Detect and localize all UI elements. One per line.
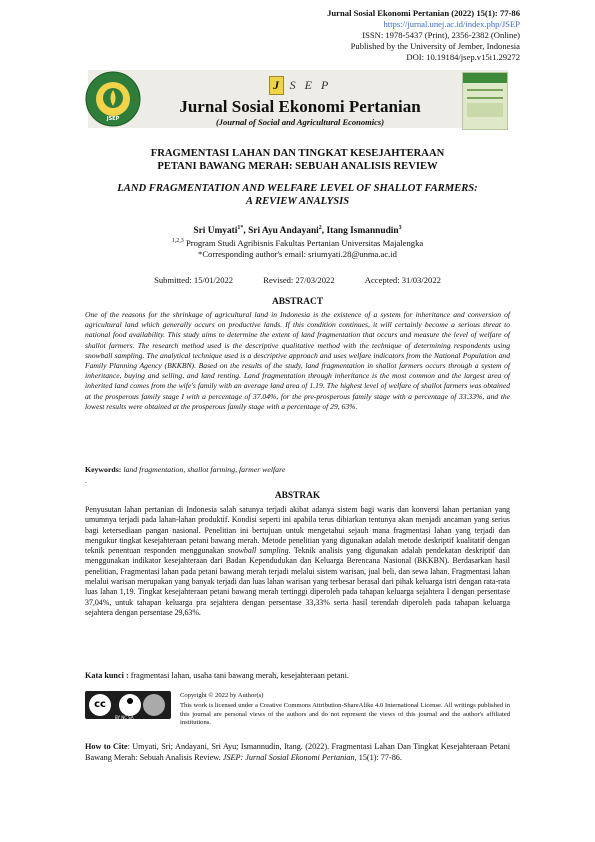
cite-volume: , 15(1): 77-86.: [354, 752, 402, 762]
journal-abbr: S E P: [289, 78, 332, 93]
date-accepted: Accepted: 31/03/2022: [364, 275, 441, 285]
journal-subtitle: (Journal of Social and Agricultural Economics): [215, 117, 385, 127]
author-2-sup: 2: [318, 225, 322, 231]
journal-citation: Jurnal Sosial Ekonomi Pertanian (2022) 15(1): 77-86: [327, 8, 520, 18]
journal-doi: DOI: 10.19184/jsep.v15i1.29272: [406, 52, 520, 62]
author-2: Sri Ayu Andayani: [248, 226, 319, 237]
date-submitted: Submitted: 15/01/2022: [154, 275, 234, 285]
abstrak-italic: snowball sampling: [227, 546, 289, 556]
copyright-line: Copyright © 2022 by Author(s): [180, 692, 264, 699]
abstract-en: One of the reasons for the shrinkage of agricultural land in Indonesia is the existence of a system for inheritance and conversion of agricultural land which generally occurs on productive lands. If this condition continues, it will certainly become a serious threat to national food availability. This study aims to determine the extent of land fragmentation that occurs and measure the level of welfare of shallot farmers. The research method used is the descriptive qualitative method with the technique of determining respondents using snowball sampling. The analytical technique used is a descriptive approach and uses welfare indicators from the National Population and Family Planning Agency (BKKBN). Based on the results of the study, land fragmentation in shallot farmers occurs through a system of inheritance, buying and selling, and land renting. Land fragmentation through inheritance is the most common and the largest area of inherited land comes from the wife's family with an average land area of 1.19. The highest level of welfare of shallot farmers was obtained at the prosperous family stage I with a percentage of 37.04%, for the pre-prosperous family stage with a percentage of 33.33%, and the lowest results were obtained at the prosperous family stage with a percentage of 29, 63%.: [85, 310, 510, 411]
title-en-line2: A REVIEW ANALYSIS: [245, 196, 350, 207]
author-3: Itang Ismannudin: [326, 226, 399, 237]
cite-text: : Umyati, Sri; Andayani, Sri Ayu; Ismannudin, Itang. (2022). Fragmentasi Lahan Dan Tingkat Kesejahteraan Petani Bawang Merah: Sebuah Analisis Review.: [85, 742, 510, 762]
abstrak-part2: . Teknik analisis yang digunakan adalah pendekatan deskriptif dan menggunakan indikator kesejahteraan dari Badan Kependudukan dan Keluarga Berencana Nasional (BKKBN). Berdasarkan hasil penelitian, Fragmentasi lahan pada petani bawang merah terjadi melalui sistem warisan, jual beli, dan sewa lahan. Fragmentasi lahan melalui warisan merupakan yang banyak terjadi dan luas lahan warisan yang terbesar berasal dari pihak keluarga istri dengan rata-rata luas lahan 1,19. Tingkat kesejahteraan petani bawang merah tertinggi diperoleh pada tahapan keluarga sejahtera I dengan persentase 37,04%, untuk tahapan keluarga pra sejahtera dengan persentase 33,33% serta hasil terendah diperoleh pada tahapan keluarga sejahtera dengan persentase 29,63%.: [85, 546, 510, 617]
journal-publisher: Published by the University of Jember, Indonesia: [350, 41, 520, 51]
license-text: This work is licensed under a Creative Commons Attribution-ShareAlike 4.0 International License. All writings published in this journal are personal views of the authors and do not represent the views of this journal and the author's affiliated institutions.: [180, 702, 510, 727]
nc-icon: [143, 694, 165, 716]
abstrak-id: [85, 505, 510, 618]
corresponding-email: *Corresponding author's email: sriumyati.28@unma.ac.id: [198, 248, 397, 259]
cite-label: How to Cite: [85, 742, 128, 751]
authors-line: Sri Umyati$^{1*}$, Sri Ayu Andayani$^2$, Itang Ismannudin$^3$: [193, 225, 402, 237]
cc-license-badge[interactable]: [85, 691, 171, 719]
keywords-label: Keywords:: [85, 465, 122, 474]
journal-j-icon: J: [269, 76, 284, 95]
how-to-cite: [85, 742, 510, 763]
journal-url-link[interactable]: https://jurnal.unej.ac.id/index.php/JSEP: [383, 19, 520, 29]
author-1-sup: 1*: [237, 225, 244, 231]
author-1: Sri Umyati: [193, 226, 238, 237]
jsep-logo: [84, 70, 142, 128]
title-id-text: FRAGMENTASI LAHAN DAN TINGKAT KESEJAHTERAAN PETANI BAWANG MERAH: SEBUAH ANALISIS REVIEW: [150, 148, 445, 172]
abstract-heading: ABSTRACT: [271, 297, 324, 307]
cc-icon: cc: [89, 694, 111, 716]
keywords-text: land fragmentation, shallot farming, farmer welfare: [123, 465, 286, 474]
article-title-id: [60, 147, 535, 173]
keywords-en: [85, 465, 510, 474]
stray-dot: .: [85, 476, 87, 485]
kata-kunci-label: Kata kunci :: [85, 671, 129, 680]
journal-issn: ISSN: 1978-5437 (Print), 2356-2382 (Online): [362, 30, 520, 40]
journal-cover-thumbnail: [462, 72, 508, 130]
kata-kunci-text: fragmentasi lahan, usaha tani bawang merah, kesejahteraan petani.: [130, 671, 349, 680]
journal-title-box: [150, 76, 450, 127]
cite-journal: JSEP: Jurnal Sosial Ekonomi Pertanian: [222, 752, 355, 762]
affil-sup: 1,2,3: [171, 238, 184, 244]
journal-header: [327, 8, 520, 63]
author-3-sup: 3: [398, 225, 402, 231]
journal-name: Jurnal Sosial Ekonomi Pertanian: [179, 97, 421, 116]
logo-text: JSEP: [106, 116, 120, 122]
affiliation: Program Studi Agribisnis Fakultas Pertanian Universitas Majalengka: [185, 237, 424, 248]
affiliation-block: [60, 236, 535, 260]
cc-badge-text: BY NC SA: [115, 715, 134, 720]
article-title-en: [60, 182, 535, 208]
title-en-line1: LAND FRAGMENTATION AND WELFARE LEVEL OF SHALLOT FARMERS:: [117, 183, 478, 194]
by-icon: [119, 694, 141, 716]
dates-line: [60, 275, 535, 285]
abstrak-heading: ABSTRAK: [274, 491, 321, 501]
abstrak-part1: Penyusutan lahan pertanian di Indonesia salah satunya terjadi akibat adanya sistem bagi waris dan konversi lahan pertanian yang umumnya terjadi pada lahan-lahan produktif. Kondisi seperti ini apabila terus dibiarkan tentunya akan menjadi ancaman yang serius bagi ketersediaan pangan nasional. Penelitian ini bertujuan untuk mengetahui sejauh mana fragmentasi lahan yang terjadi dan mengukur tingkat kesejahteraan petani bawang merah. Metode penelitian yang digunakan adalah metode deskriptif kualitatif dengan teknik penentuan responden menggunakan: [85, 505, 510, 556]
date-revised: Revised: 27/03/2022: [263, 275, 335, 285]
kata-kunci: [85, 671, 510, 680]
